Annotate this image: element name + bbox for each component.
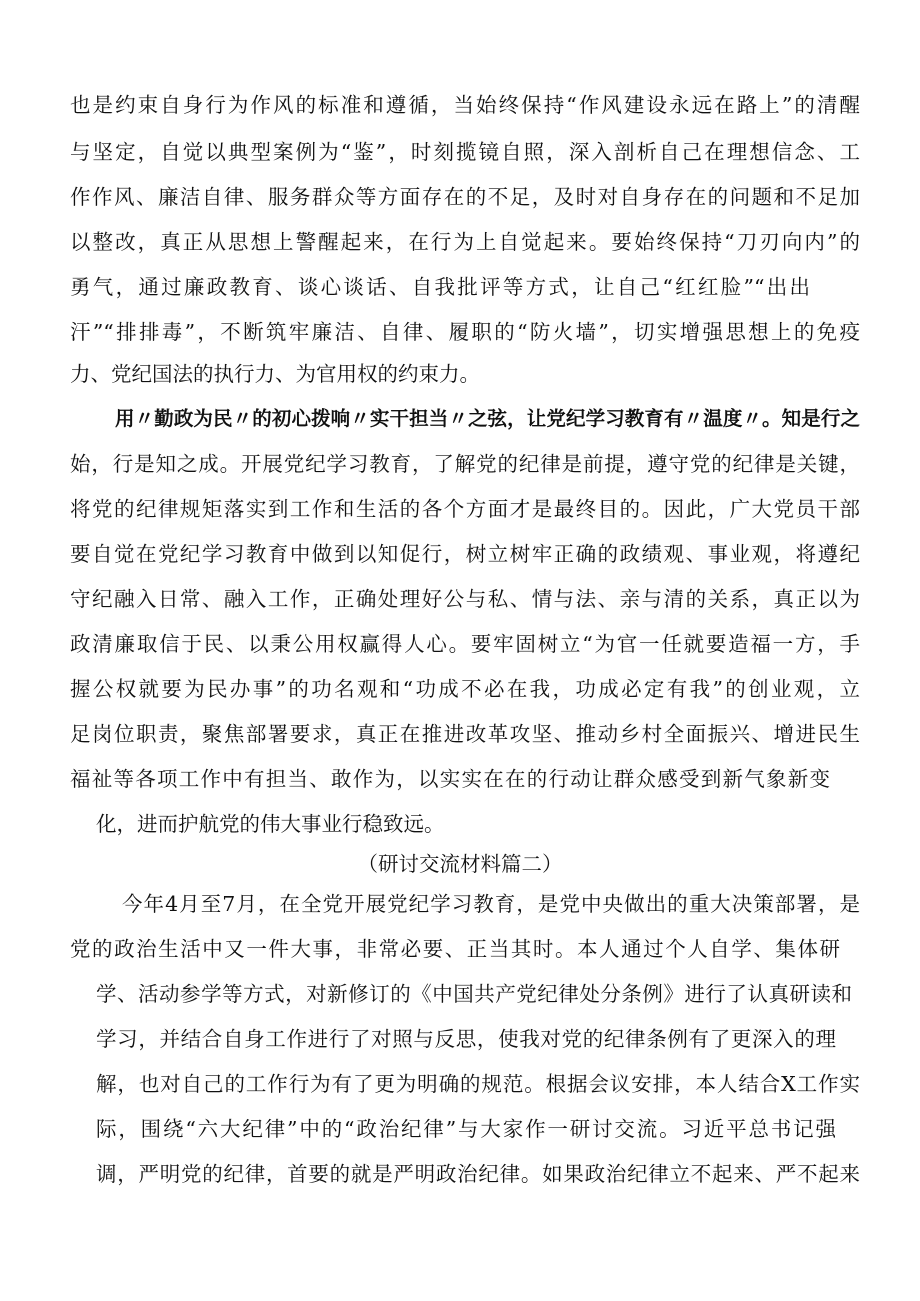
text-line: 学习，并结合自身工作进行了对照与反思，使我对党的纪律条例有了更深入的理: [96, 1027, 836, 1051]
text-line: 将党的纪律规矩落实到工作和生活的各个方面才是最终目的。因此，广大党员干部: [70, 497, 860, 521]
text-line: 守纪融入日常、融入工作，正确处理好公与私、情与法、亲与清的关系，真正以为: [70, 587, 860, 611]
text-line: 政清廉取信于民、以秉公用权赢得人心。要牢固树立“为官一任就要造福一方，手: [70, 632, 860, 656]
section-heading-line: 用〃勤政为民〃的初心拨响〃实干担当〃之弦，让党纪学习教育有〃温度〃。知是行之: [115, 407, 860, 430]
text-line: 作作风、廉洁自律、服务群众等方面存在的不足，及时对自身存在的问题和不足加: [70, 185, 860, 209]
text-line: 学、活动参学等方式，对新修订的《中国共产党纪律处分条例》进行了认真研读和: [96, 982, 852, 1006]
text-line: 握公权就要为民办事”的功名观和“功成不必在我，功成必定有我”的创业观，立: [70, 677, 860, 701]
text-line: 力、党纪国法的执行力、为官用权的约束力。: [70, 362, 480, 386]
text-line: 汗”“排排毒”，不断筑牢廉洁、自律、履职的“防火墙”，切实增强思想上的免疫: [70, 320, 860, 344]
text-line: 也是约束自身行为作风的标准和遵循，当始终保持“作风建设永远在路上”的清醒: [70, 93, 860, 117]
text-line: 福祉等各项工作中有担当、敢作为，以实实在在的行动让群众感受到新气象新变: [70, 767, 830, 791]
text-line: 要自觉在党纪学习教育中做到以知促行，树立树牢正确的政绩观、事业观，将遵纪: [70, 542, 860, 566]
section-title: （研讨交流材料篇二）: [357, 852, 563, 876]
text-line: 与坚定，自觉以典型案例为“鉴”，时刻揽镜自照，深入剖析自己在理想信念、工: [70, 140, 860, 164]
text-line: 解，也对自己的工作行为有了更为明确的规范。根据会议安排，本人结合X工作实: [96, 1072, 860, 1096]
text-line: 化，进而护航党的伟大事业行稳致远。: [96, 812, 445, 836]
text-line: 调，严明党的纪律，首要的就是严明政治纪律。如果政治纪律立不起来、严不起来: [96, 1162, 860, 1186]
text-line: 党的政治生活中又一件大事，非常必要、正当其时。本人通过个人自学、集体研: [70, 937, 840, 961]
text-line: 以整改，真正从思想上警醒起来，在行为上自觉起来。要始终保持“刀刃向内”的: [70, 230, 860, 254]
text-line: 足岗位职责，聚焦部署要求，真正在推进改革攻坚、推动乡村全面振兴、增进民生: [70, 722, 860, 746]
text-line: 今年4月至7月，在全党开展党纪学习教育，是党中央做出的重大决策部署，是: [122, 892, 860, 916]
text-line: 际，围绕“六大纪律”中的“政治纪律”与大家作一研讨交流。习近平总书记强: [96, 1117, 836, 1141]
text-line: 始，行是知之成。开展党纪学习教育，了解党的纪律是前提，遵守党的纪律是关键，: [70, 452, 860, 476]
text-line: 勇气，通过廉政教育、谈心谈话、自我批评等方式，让自己“红红脸”“出出: [70, 275, 810, 299]
